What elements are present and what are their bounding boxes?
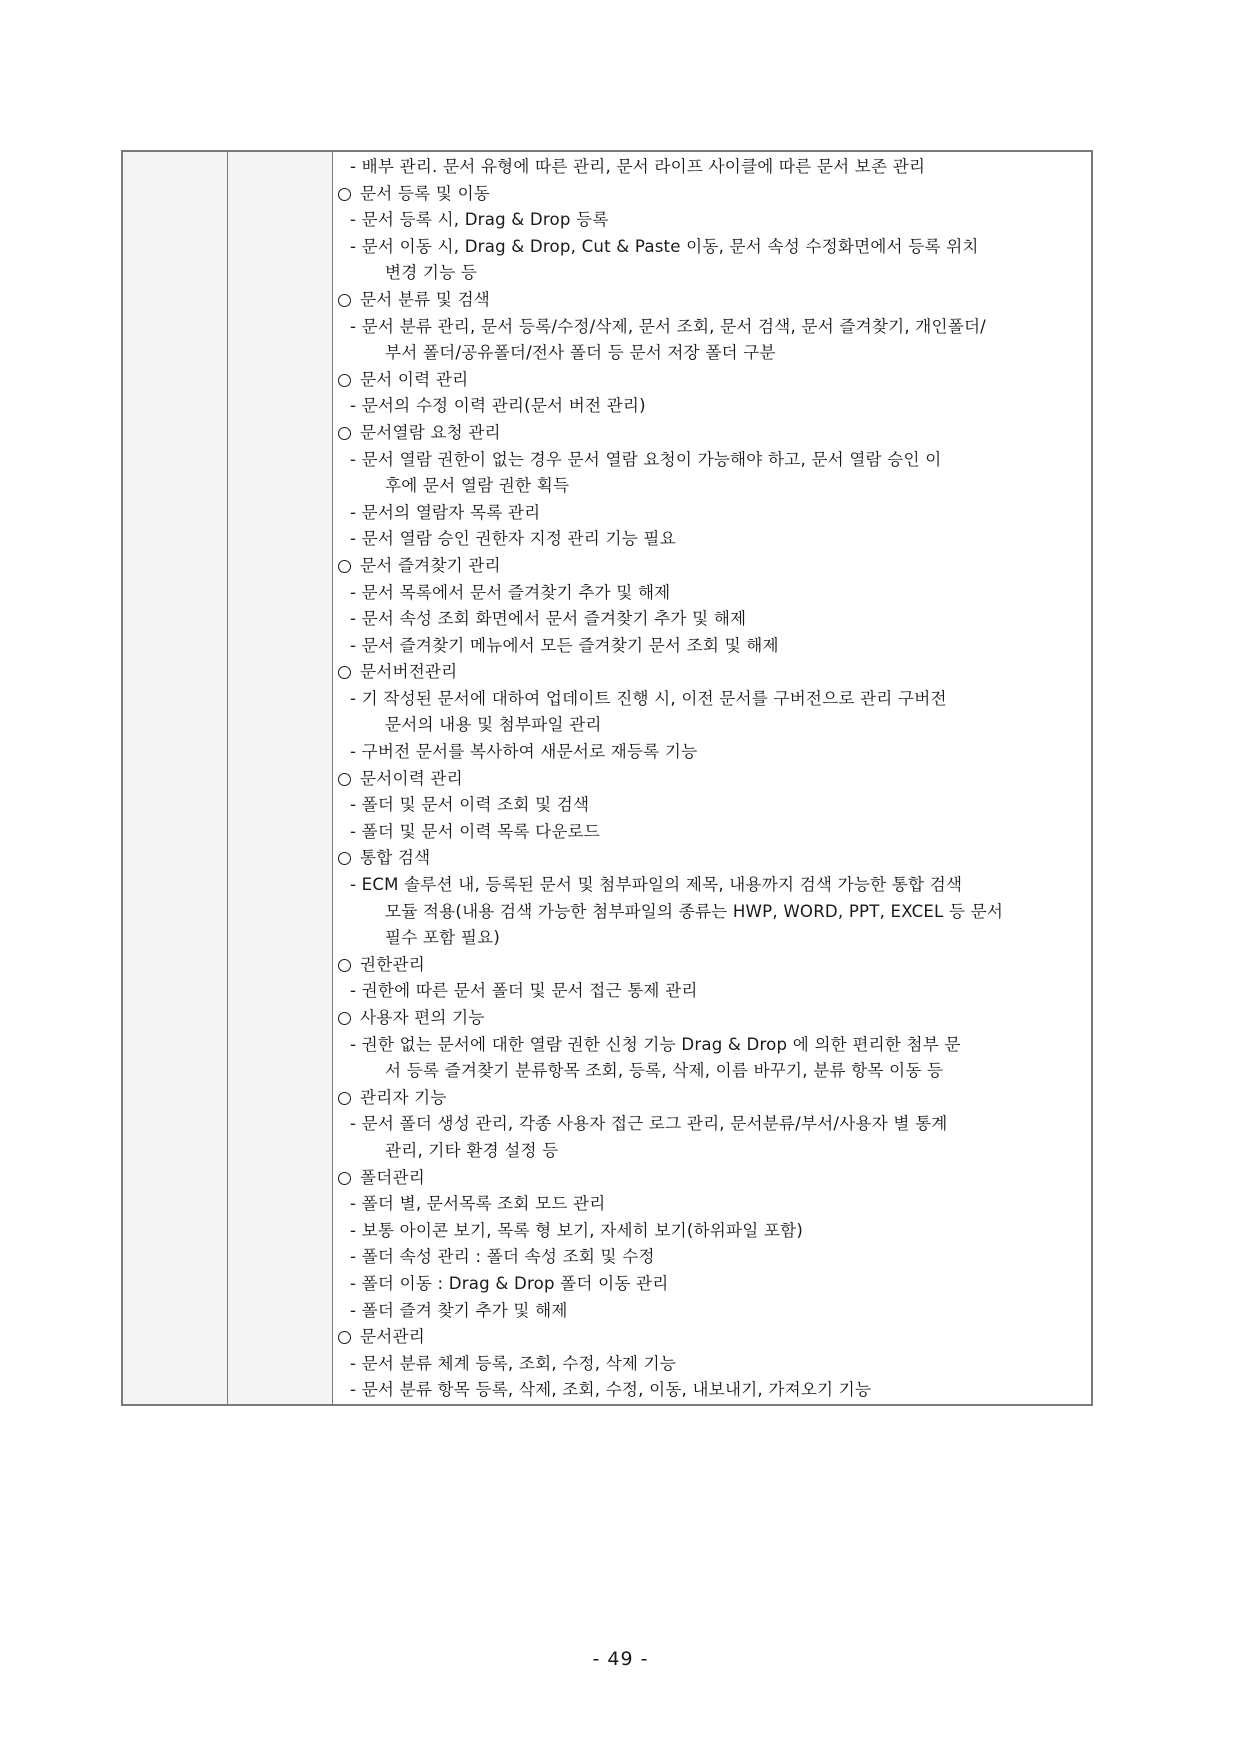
list-item bbox=[336, 606, 1087, 633]
list-item bbox=[336, 234, 1087, 261]
list-item bbox=[336, 1351, 1087, 1378]
list-item bbox=[336, 154, 1087, 181]
line-text: 서 등록 즐겨찾기 분류항목 조회, 등록, 삭제, 이름 바꾸기, 분류 항목 이동 등 bbox=[385, 1061, 944, 1081]
description-cell bbox=[333, 151, 1093, 1405]
section-heading bbox=[336, 952, 1087, 979]
line-text: 문서열람 요청 관리 bbox=[360, 422, 501, 442]
list-item bbox=[336, 447, 1087, 474]
line-text: - 권한 없는 문서에 대한 열람 권한 신청 기능 Drag & Drop 에 의한 편리한 첨부 문 bbox=[350, 1034, 961, 1054]
list-item-continuation bbox=[336, 340, 1087, 367]
table-row bbox=[122, 151, 1092, 1405]
circle-bullet-icon bbox=[338, 1172, 351, 1185]
section-heading bbox=[336, 845, 1087, 872]
line-text: - 문서 분류 관리, 문서 등록/수정/삭제, 문서 조회, 문서 검색, 문서 즐겨찾기, 개인폴더/ bbox=[350, 316, 986, 336]
line-text: 사용자 편의 기능 bbox=[360, 1008, 485, 1027]
line-text: 문서의 내용 및 첨부파일 관리 bbox=[385, 715, 602, 735]
list-item-continuation bbox=[336, 925, 1087, 952]
circle-bullet-icon bbox=[338, 427, 351, 440]
line-text: 모듈 적용(내용 검색 가능한 첨부파일의 종류는 HWP, WORD, PPT, EXCEL 등 문서 bbox=[385, 901, 1004, 921]
line-text: - 문서 열람 권한이 없는 경우 문서 열람 요청이 가능해야 하고, 문서 열람 승인 이 bbox=[350, 449, 942, 469]
line-text: 문서버전관리 bbox=[360, 662, 458, 682]
list-item-continuation bbox=[336, 899, 1087, 926]
page-number: - 49 - bbox=[592, 1648, 649, 1670]
circle-bullet-icon bbox=[338, 1012, 351, 1025]
line-text: - 폴더 별, 문서목록 조회 모드 관리 bbox=[350, 1194, 606, 1214]
line-text: - 폴더 및 문서 이력 조회 및 검색 bbox=[350, 795, 590, 815]
list-item bbox=[336, 978, 1087, 1005]
list-item bbox=[336, 739, 1087, 766]
section-heading bbox=[336, 1324, 1087, 1351]
circle-bullet-icon bbox=[338, 959, 351, 972]
line-text: - 권한에 따른 문서 폴더 및 문서 접근 통제 관리 bbox=[350, 981, 698, 1001]
list-item bbox=[336, 314, 1087, 341]
line-text: 문서 이력 관리 bbox=[360, 369, 469, 389]
line-text: - 배부 관리. 문서 유형에 따른 관리, 문서 라이프 사이클에 따른 문서 보존 관리 bbox=[350, 157, 926, 176]
section-heading bbox=[336, 420, 1087, 447]
line-text: 문서 분류 및 검색 bbox=[360, 289, 491, 309]
section-heading bbox=[336, 766, 1087, 793]
circle-bullet-icon bbox=[338, 773, 351, 786]
line-text: - 구버전 문서를 복사하여 새문서로 재등록 기능 bbox=[350, 742, 698, 762]
line-text: - 문서 폴더 생성 관리, 각종 사용자 접근 로그 관리, 문서분류/부서/사용자 별 통계 bbox=[350, 1114, 948, 1134]
line-text: - 폴더 속성 관리 : 폴더 속성 조회 및 수정 bbox=[350, 1247, 655, 1267]
list-item bbox=[336, 1244, 1087, 1271]
circle-bullet-icon bbox=[338, 374, 351, 387]
circle-bullet-icon bbox=[338, 560, 351, 573]
section-heading bbox=[336, 553, 1087, 580]
list-item-continuation bbox=[336, 473, 1087, 500]
line-text: 문서 즐겨찾기 관리 bbox=[360, 555, 501, 575]
requirements-table bbox=[121, 150, 1093, 1406]
list-item-continuation bbox=[336, 712, 1087, 739]
section-heading bbox=[336, 367, 1087, 394]
line-text: 관리, 기타 환경 설정 등 bbox=[385, 1140, 559, 1160]
category-cell bbox=[122, 151, 228, 1405]
line-text: 관리자 기능 bbox=[360, 1087, 447, 1107]
list-item bbox=[336, 1111, 1087, 1138]
line-text: - ECM 솔루션 내, 등록된 문서 및 첨부파일의 제목, 내용까지 검색 가능한 통합 검색 bbox=[350, 875, 963, 895]
list-item bbox=[336, 819, 1087, 846]
line-text: - 폴더 이동 : Drag & Drop 폴더 이동 관리 bbox=[350, 1273, 669, 1293]
line-text: - 문서의 수정 이력 관리(문서 버전 관리) bbox=[350, 396, 646, 416]
list-item-continuation bbox=[336, 1058, 1087, 1085]
line-text: - 문서 열람 승인 권한자 지정 관리 기능 필요 bbox=[350, 529, 676, 549]
line-text: - 보통 아이콘 보기, 목록 형 보기, 자세히 보기(하위파일 포함) bbox=[350, 1220, 804, 1240]
list-item bbox=[336, 500, 1087, 527]
section-heading bbox=[336, 287, 1087, 314]
line-text: - 폴더 및 문서 이력 목록 다운로드 bbox=[350, 821, 601, 841]
section-heading bbox=[336, 1085, 1087, 1112]
list-item bbox=[336, 1218, 1087, 1245]
line-text: 문서이력 관리 bbox=[360, 768, 463, 788]
circle-bullet-icon bbox=[338, 852, 351, 865]
line-text: 필수 포함 필요) bbox=[385, 928, 501, 948]
line-text: 통합 검색 bbox=[360, 848, 431, 868]
list-item bbox=[336, 1298, 1087, 1325]
section-heading bbox=[336, 181, 1087, 208]
line-text: - 문서 등록 시, Drag & Drop 등록 bbox=[350, 210, 609, 230]
circle-bullet-icon bbox=[338, 294, 351, 307]
list-item-continuation bbox=[336, 1138, 1087, 1165]
list-item bbox=[336, 1271, 1087, 1298]
line-text: - 기 작성된 문서에 대하여 업데이트 진행 시, 이전 문서를 구버전으로 관리 구버전 bbox=[350, 688, 947, 708]
line-text: - 문서 분류 체계 등록, 조회, 수정, 삭제 기능 bbox=[350, 1353, 677, 1373]
section-heading bbox=[336, 1165, 1087, 1192]
list-item bbox=[336, 686, 1087, 713]
list-item bbox=[336, 1191, 1087, 1218]
line-text: - 문서 속성 조회 화면에서 문서 즐겨찾기 추가 및 해제 bbox=[350, 609, 747, 629]
line-text: 문서관리 bbox=[360, 1327, 425, 1347]
line-text: 후에 문서 열람 권한 획득 bbox=[385, 476, 570, 496]
line-text: - 문서 목록에서 문서 즐겨찾기 추가 및 해제 bbox=[350, 582, 671, 602]
circle-bullet-icon bbox=[338, 1331, 351, 1344]
line-text: - 문서 즐겨찾기 메뉴에서 모든 즐겨찾기 문서 조회 및 해제 bbox=[350, 635, 779, 655]
line-text: 부서 폴더/공유폴더/전사 폴더 등 문서 저장 폴더 구분 bbox=[385, 343, 776, 363]
line-text: - 문서의 열람자 목록 관리 bbox=[350, 502, 541, 522]
circle-bullet-icon bbox=[338, 1092, 351, 1105]
list-item bbox=[336, 580, 1087, 607]
list-item bbox=[336, 1032, 1087, 1059]
line-text: - 폴더 즐겨 찾기 추가 및 해제 bbox=[350, 1300, 568, 1320]
line-text: 권한관리 bbox=[360, 954, 425, 974]
list-item bbox=[336, 393, 1087, 420]
circle-bullet-icon bbox=[338, 666, 351, 679]
subcategory-cell bbox=[228, 151, 333, 1405]
section-heading bbox=[336, 1005, 1087, 1032]
line-text: - 문서 분류 항목 등록, 삭제, 조회, 수정, 이동, 내보내기, 가져오기 기능 bbox=[350, 1380, 872, 1400]
circle-bullet-icon bbox=[338, 188, 351, 201]
list-item bbox=[336, 207, 1087, 234]
description-content bbox=[333, 152, 1091, 1404]
list-item bbox=[336, 1377, 1087, 1404]
section-heading bbox=[336, 659, 1087, 686]
list-item bbox=[336, 792, 1087, 819]
line-text: 문서 등록 및 이동 bbox=[360, 183, 491, 203]
line-text: 폴더관리 bbox=[360, 1167, 425, 1187]
line-text: - 문서 이동 시, Drag & Drop, Cut & Paste 이동, 문서 속성 수정화면에서 등록 위치 bbox=[350, 236, 979, 256]
list-item bbox=[336, 872, 1087, 899]
list-item bbox=[336, 633, 1087, 660]
list-item-continuation bbox=[336, 260, 1087, 287]
line-text: 변경 기능 등 bbox=[385, 263, 478, 283]
list-item bbox=[336, 526, 1087, 553]
